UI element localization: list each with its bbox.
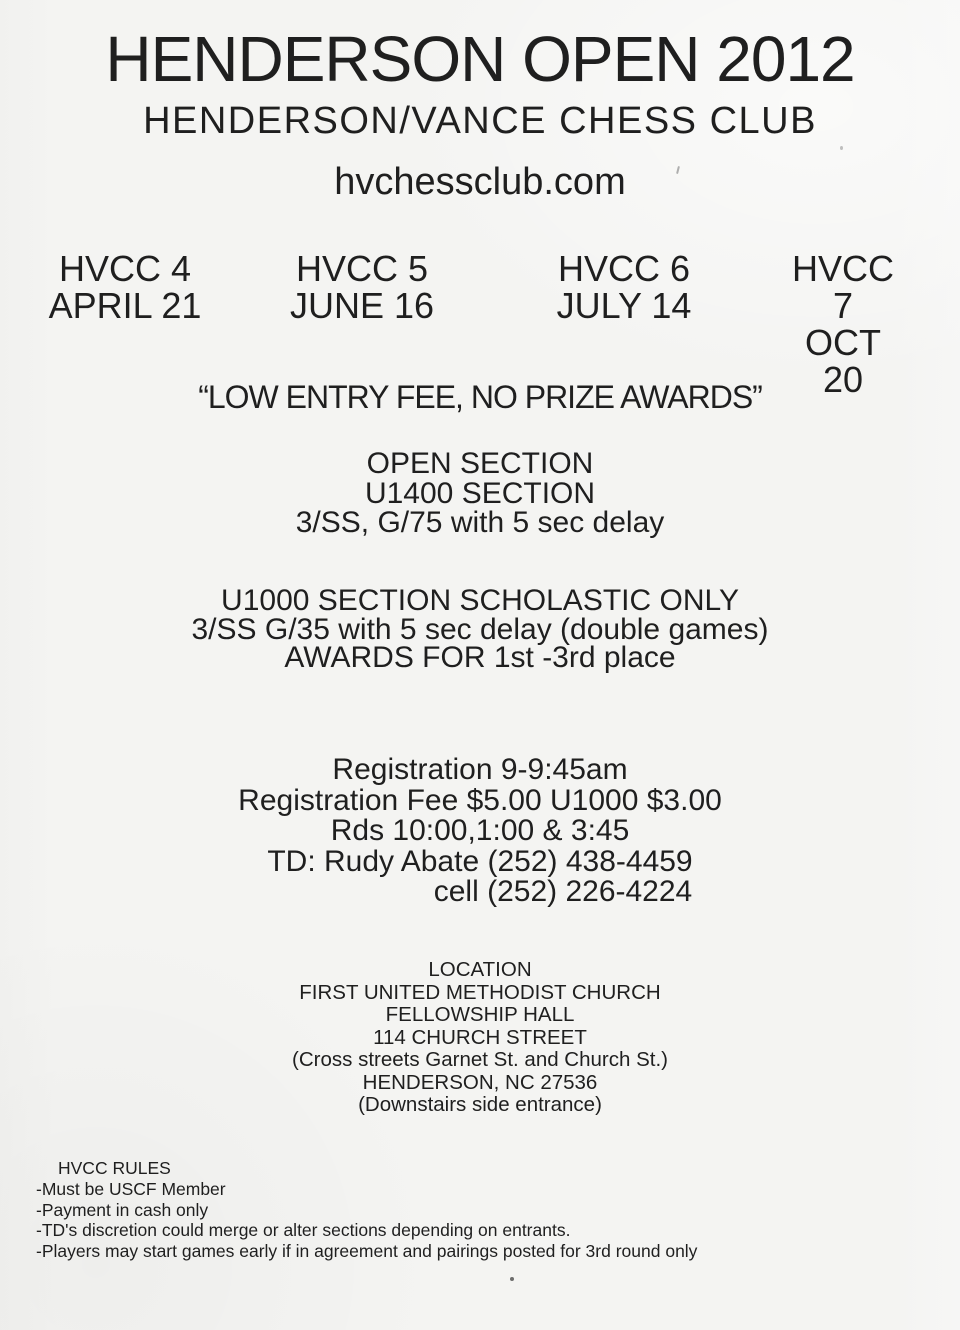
rule-item: -Must be USCF Member: [36, 1178, 226, 1199]
section-line: U1000 SECTION SCHOLASTIC ONLY: [221, 584, 739, 617]
event-date: JULY 14: [556, 285, 692, 326]
scan-artifact-dot: [840, 146, 843, 150]
rule-item: -Players may start games early if in agreement and pairings posted for 3rd round only: [36, 1241, 698, 1262]
rules-list: [36, 1158, 697, 1262]
event-date: JUNE 16: [289, 285, 435, 326]
event-name: HVCC 6: [557, 248, 691, 289]
location-line: (Cross streets Garnet St. and Church St.): [292, 1048, 668, 1071]
event-name: HVCC 4: [58, 248, 192, 289]
rules-heading: HVCC RULES: [58, 1158, 171, 1178]
location-line: FELLOWSHIP HALL: [385, 1003, 575, 1026]
event-date: APRIL 21: [48, 285, 202, 326]
tagline: “LOW ENTRY FEE, NO PRIZE AWARDS”: [198, 379, 762, 415]
open-section: [0, 449, 960, 538]
section-line: 3/SS G/35 with 5 sec delay (double games): [191, 612, 769, 646]
location-line: HENDERSON, NC 27536: [362, 1070, 598, 1094]
event-item: [557, 250, 692, 324]
page-title: HENDERSON OPEN 2012: [105, 23, 855, 95]
event-item: [49, 250, 202, 324]
section-line: U1400 SECTION: [364, 476, 596, 510]
rule-item: -Payment in cash only: [36, 1199, 209, 1220]
registration-line: Rds 10:00,1:00 & 3:45: [330, 814, 630, 847]
location-line: FIRST UNITED METHODIST CHURCH: [299, 980, 661, 1004]
section-line: OPEN SECTION: [366, 447, 594, 480]
event-name: HVCC 7: [791, 248, 894, 326]
scholastic-section: [0, 584, 960, 674]
location-heading: LOCATION: [428, 958, 532, 981]
event-item: [290, 250, 434, 324]
scan-artifact-dot: [510, 1277, 514, 1281]
location-line: 114 CHURCH STREET: [373, 1025, 587, 1049]
club-name: HENDERSON/VANCE CHESS CLUB: [143, 100, 817, 142]
cell-phone-line: cell (252) 226-4224: [433, 875, 693, 908]
registration-line: Registration 9-9:45am: [332, 753, 628, 786]
registration-line: Registration Fee $5.00 U1000 $3.00: [238, 783, 722, 817]
event-name: HVCC 5: [295, 248, 429, 289]
td-contact-line: TD: Rudy Abate (252) 438-4459: [267, 844, 693, 878]
event-item: [785, 250, 902, 398]
section-line: 3/SS, G/75 with 5 sec delay: [295, 506, 665, 539]
location-info: [0, 959, 960, 1117]
section-line: AWARDS FOR 1st -3rd place: [284, 641, 676, 674]
website-url: hvchessclub.com: [334, 161, 626, 203]
registration-info: [0, 755, 960, 908]
rule-item: -TD's discretion could merge or alter sections depending on entrants.: [36, 1220, 571, 1241]
event-date: OCT 20: [805, 322, 881, 400]
location-line: (Downstairs side entrance): [358, 1093, 602, 1116]
